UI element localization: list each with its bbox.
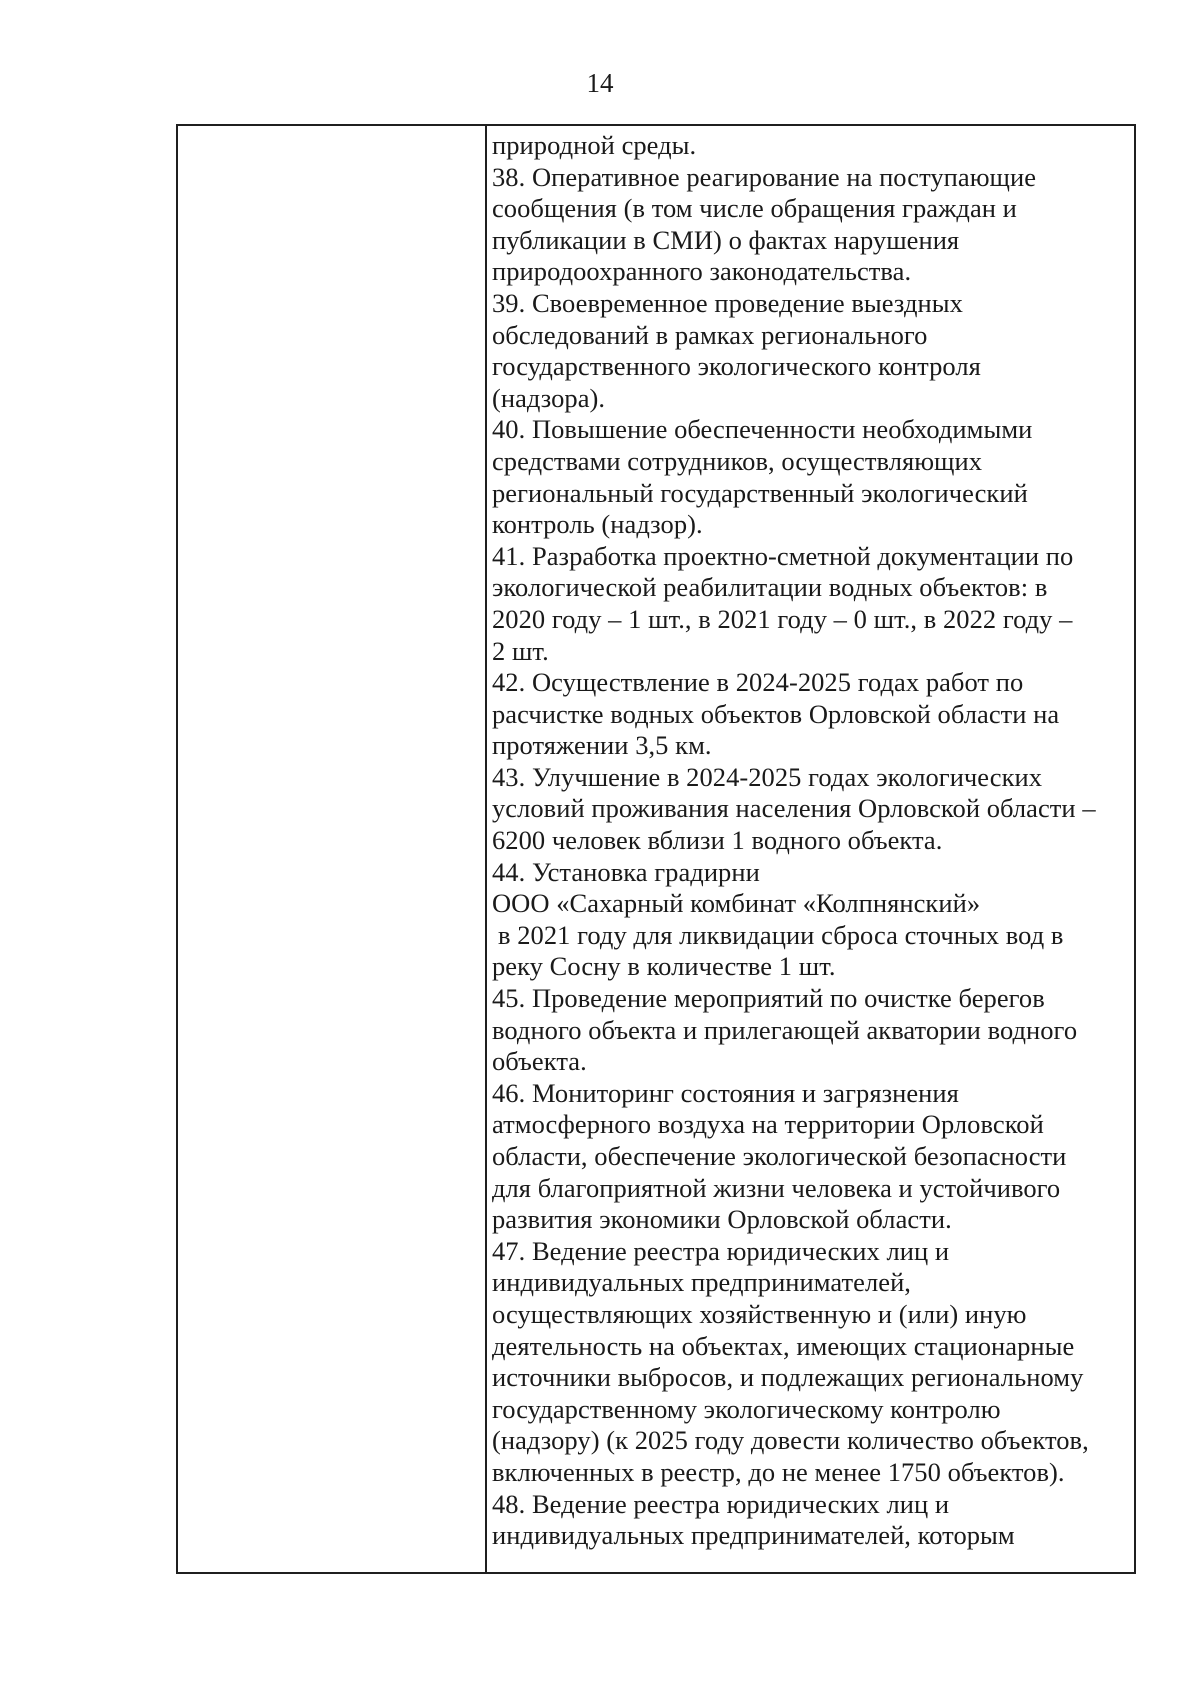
text-line: осуществляющих хозяйственную и (или) иную <box>492 1298 1027 1329</box>
text-line: 44. Установка градирни <box>492 856 760 887</box>
text-line: публикации в СМИ) о фактах нарушения <box>492 224 960 255</box>
text-line: 45. Проведение мероприятий по очистке берегов <box>492 983 1045 1014</box>
text-line: деятельность на объектах, имеющих стационарные <box>492 1330 1075 1361</box>
text-line: государственному экологическому контролю <box>492 1393 1001 1424</box>
text-line: источники выбросов, и подлежащих региональному <box>492 1362 1084 1393</box>
text-line: средствами сотрудников, осуществляющих <box>492 445 983 476</box>
text-line: ООО «Сахарный комбинат «Колпнянский» <box>492 888 981 919</box>
text-line: 39. Своевременное проведение выездных <box>492 287 963 318</box>
text-line: 43. Улучшение в 2024-2025 годах экологических <box>492 761 1043 792</box>
text-line: 47. Ведение реестра юридических лиц и <box>492 1235 950 1266</box>
text-line: природной среды. <box>492 130 697 160</box>
text-line: включенных в реестр, до не менее 1750 объектов). <box>492 1456 1065 1487</box>
text-line: атмосферного воздуха на территории Орловской <box>492 1109 1044 1140</box>
text-line: 2 шт. <box>492 635 549 666</box>
text-line: области, обеспечение экологической безопасности <box>492 1141 1067 1171</box>
text-line: 48. Ведение реестра юридических лиц и <box>492 1488 950 1519</box>
text-line: 41. Разработка проектно-сметной документации по <box>492 540 1074 571</box>
text-line: реку Сосну в количестве 1 шт. <box>492 951 836 982</box>
text-line: 6200 человек вблизи 1 водного объекта. <box>492 825 943 856</box>
text-line: региональный государственный экологический <box>492 477 1028 508</box>
text-line: контроль (надзор). <box>492 509 703 540</box>
text-line: обследований в рамках регионального <box>492 319 928 350</box>
text-line: природоохранного законодательства. <box>492 256 912 287</box>
text-line: индивидуальных предпринимателей, <box>492 1267 911 1298</box>
text-line: экологической реабилитации водных объектов: в <box>492 572 1048 603</box>
text-line: (надзора). <box>492 382 606 413</box>
text-line: для благоприятной жизни человека и устойчивого <box>492 1172 1061 1203</box>
text-line: государственного экологического контроля <box>492 351 981 382</box>
text-line: 42. Осуществление в 2024-2025 годах работ по <box>492 667 1024 698</box>
text-line: 46. Мониторинг состояния и загрязнения <box>492 1077 959 1108</box>
text-line: 2020 году – 1 шт., в 2021 году – 0 шт., в 2022 году – <box>492 603 1073 634</box>
text-line: объекта. <box>492 1046 587 1077</box>
table-right-cell <box>484 130 1134 1572</box>
text-line: условий проживания населения Орловской области – <box>492 793 1096 824</box>
text-line: 40. Повышение обеспеченности необходимыми <box>492 414 1033 445</box>
page-number: 14 <box>586 68 614 98</box>
text-line: (надзору) (к 2025 году довести количество объектов, <box>492 1425 1089 1456</box>
text-line: протяжении 3,5 км. <box>492 730 712 761</box>
table-left-cell <box>178 126 485 1572</box>
document-table <box>176 124 1136 1574</box>
text-line: расчистке водных объектов Орловской области на <box>492 698 1060 729</box>
text-line: развития экономики Орловской области. <box>492 1204 952 1235</box>
text-line: сообщения (в том числе обращения граждан и <box>492 193 1017 224</box>
text-line: индивидуальных предпринимателей, которым <box>492 1520 1015 1551</box>
text-line: в 2021 году для ликвидации сброса сточных вод в <box>498 919 1064 950</box>
text-line: 38. Оперативное реагирование на поступающие <box>492 161 1037 192</box>
text-line: водного объекта и прилегающей акватории водного <box>492 1014 1078 1045</box>
